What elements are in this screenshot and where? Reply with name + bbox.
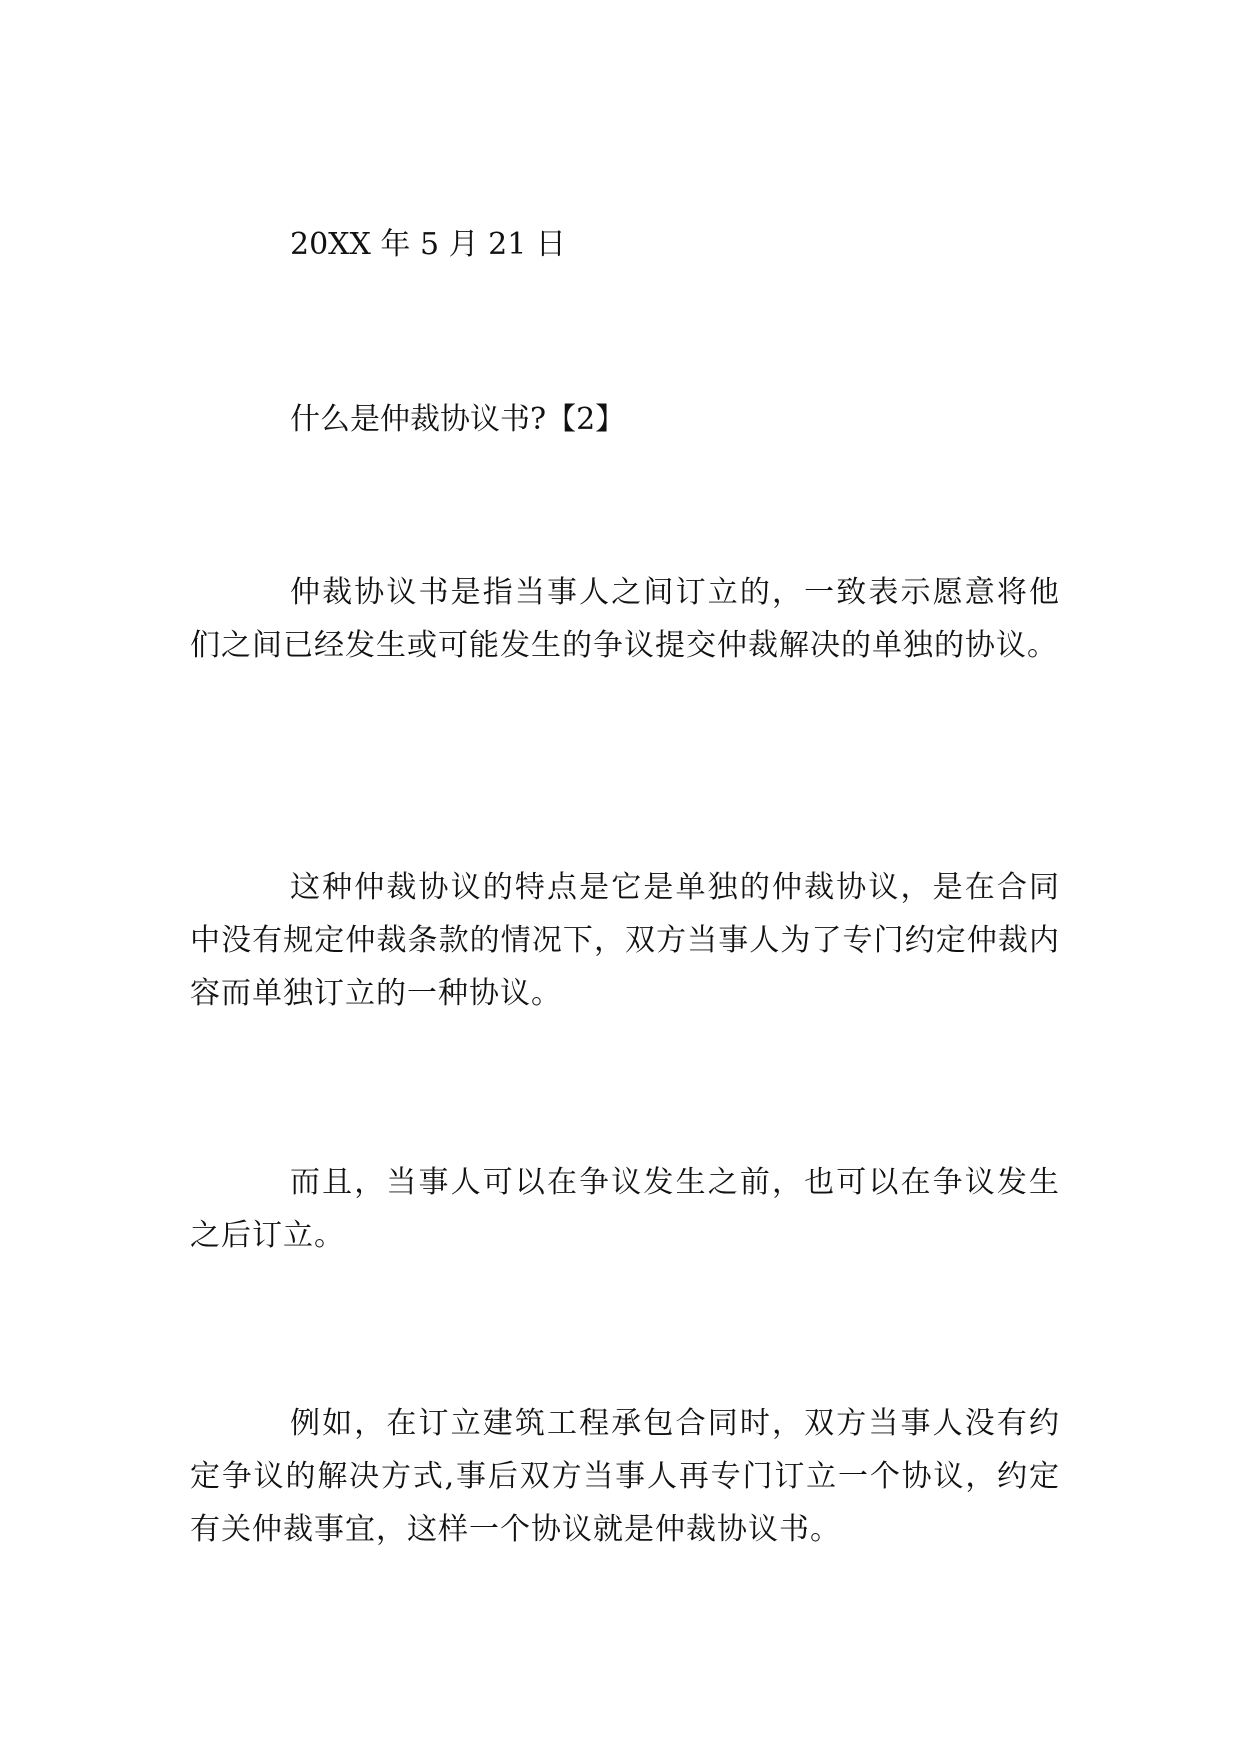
- paragraph-characteristics: 这种仲裁协议的特点是它是单独的仲裁协议，是在合同中没有规定仲裁条款的情况下，双方当事人为了专门约定仲裁内容而单独订立的一种协议。: [190, 870, 1060, 1011]
- paragraph-example: 例如，在订立建筑工程承包合同时，双方当事人没有约定争议的解决方式,事后双方当事人再专门订立一个协议，约定有关仲裁事宜，这样一个协议就是仲裁协议书。: [190, 1406, 1060, 1547]
- paragraph-timing: 而且，当事人可以在争议发生之前，也可以在争议发生之后订立。: [190, 1165, 1060, 1253]
- document-date: 20XX 年 5 月 21 日: [290, 227, 566, 262]
- paragraph-definition: 仲裁协议书是指当事人之间订立的，一致表示愿意将他们之间已经发生或可能发生的争议提交仲裁解决的单独的协议。: [190, 575, 1060, 663]
- section-heading: 什么是仲裁协议书?【2】: [290, 402, 626, 437]
